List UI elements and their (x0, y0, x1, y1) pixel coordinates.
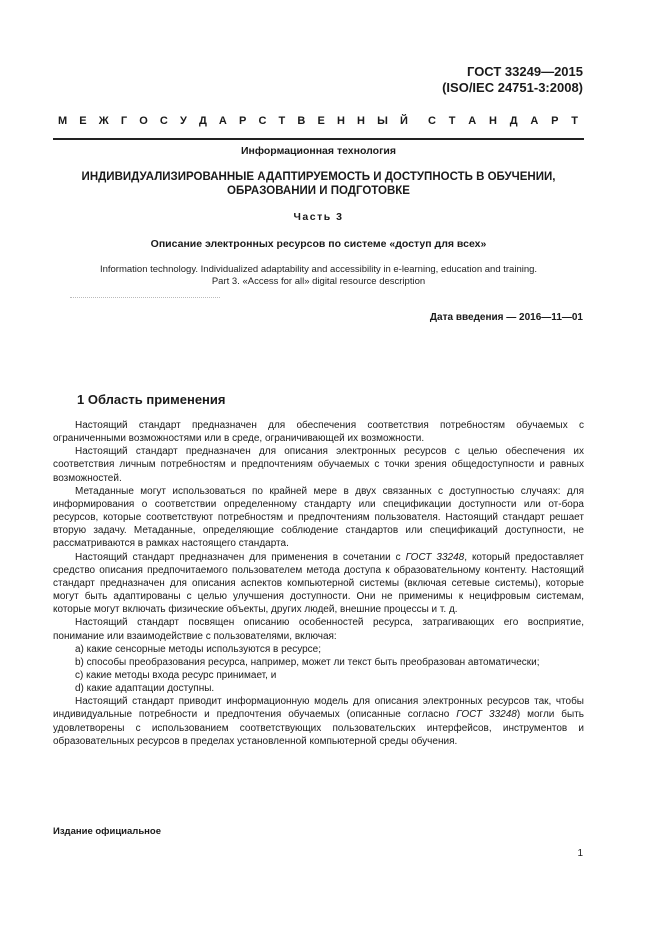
english-title (53, 264, 584, 288)
paragraph: Настоящий стандарт предназначен для описания электронных ресурсов с целью обеспечения их соответствия личным потребностям и предпочтениям обучаемых с точки зрения общедоступности и равных возможностей. (53, 446, 584, 484)
international-number: (ISO/IEC 24751-3:2008) (442, 80, 583, 95)
banner-letter: С (258, 115, 267, 127)
banner-letter: А (468, 115, 477, 127)
banner-letter: Т (278, 115, 286, 127)
part-label: Часть 3 (293, 211, 344, 223)
section-heading: 1 Область применения (77, 392, 226, 407)
main-title-line: ИНДИВИДУАЛИЗИРОВАННЫЕ АДАПТИРУЕМОСТЬ И ДОСТУПНОСТЬ В ОБУЧЕНИИ, (81, 171, 556, 183)
paragraph-text: , который предоставляет средство описания предпочитаемого пользователем метода доступа к образовательному контенту. Настоящий стандарт предназначен для описания аспектов компьютерной системы (включая сетевые системы), которые могут быть адаптированы с целью улучшения доступности. Они не применимы к нецифровым системам, которые могут включать физические объекты, других людей, внешние процессы и т. д. (53, 551, 584, 616)
standard-type-banner (58, 115, 578, 127)
paragraph: Настоящий стандарт предназначен для обеспечения соответствия потребностям обучаемых с ограниченными возможностями или в среде, ограничивающей их возможности. (53, 420, 584, 445)
paragraph: Метаданные могут использоваться по крайней мере в двух связанных с доступностью случаях: для информирования о соответствии определенному стандарту или спецификации доступности или от-бора ресурсов, которые соответствуют потребностям и предпочтениям пользователя. Настоящий стандарт решает вторую задачу. Метаданные, определяющие соблюдение стандартов или спецификаций доступности, не рассматриваются в рамках настоящего стандарта. (53, 485, 584, 550)
banner-letter: Й (400, 115, 408, 127)
list-item: а) какие сенсорные методы используются в ресурсе; (75, 643, 322, 655)
section-body (53, 419, 584, 748)
list-item: d) какие адаптации доступны. (75, 683, 215, 695)
document-number: ГОСТ 33249—2015 (467, 64, 583, 79)
paragraph-text: Настоящий стандарт приводит информационную модель для описания электронных ресурсов так, чтобы индивидуальные потребности и предпочтения обучаемых (описанные согласно (53, 696, 584, 721)
standard-type-word-2 (428, 115, 578, 127)
banner-letter: С (159, 115, 168, 127)
banner-letter: Ж (98, 115, 109, 127)
banner-letter: Т (448, 115, 456, 127)
banner-letter: М (58, 115, 68, 127)
banner-letter: Д (198, 115, 207, 127)
main-title-line: ОБРАЗОВАНИИ И ПОДГОТОВКЕ (227, 185, 410, 197)
paragraph: Настоящий стандарт посвящен описанию особенностей ресурса, затрагивающих его восприятие, понимание или взаимодействие с пользователями, включая: (53, 617, 584, 642)
header-rule (53, 138, 584, 140)
standard-type-word-1 (58, 115, 408, 127)
standard-reference: ГОСТ 33248 (405, 551, 465, 563)
banner-letter: В (297, 115, 306, 127)
paragraph (53, 551, 584, 617)
standard-reference: ГОСТ 33248 (456, 709, 517, 721)
part-subtitle: Описание электронных ресурсов по системе «доступ для всех» (150, 238, 487, 250)
list-item: с) какие методы входа ресурс принимает, и (75, 669, 277, 681)
list-item: b) способы преобразования ресурса, например, может ли текст быть преобразован автоматически; (75, 656, 540, 668)
banner-letter: У (179, 115, 187, 127)
banner-letter: Ы (377, 115, 388, 127)
banner-letter: Е (317, 115, 325, 127)
official-edition-label: Издание официальное (53, 826, 161, 837)
paragraph-text: ) могли быть удовлетворены с использованием соответствующих пользовательских интерфейсов, инструментов и образовательных ресурсов в пределах установленной компьютерной среды обучения. (53, 709, 584, 747)
paragraph (53, 695, 584, 748)
banner-letter: Р (239, 115, 247, 127)
banner-letter: А (530, 115, 539, 127)
banner-letter: Т (571, 115, 578, 127)
banner-letter: А (218, 115, 227, 127)
introduction-date: Дата введения — 2016—11—01 (429, 312, 583, 323)
banner-letter: Н (488, 115, 497, 127)
english-title-line: Information technology. Individualized adaptability and accessibility in e-learning, education and training. (99, 264, 538, 275)
english-title-line: Part 3. «Access for all» digital resource description (211, 276, 426, 287)
banner-letter: Е (79, 115, 87, 127)
banner-letter: Д (509, 115, 518, 127)
paragraph-text: Настоящий стандарт предназначен для применения в сочетании с (75, 551, 406, 563)
document-number-block (442, 64, 583, 96)
main-title (53, 170, 584, 198)
banner-letter: О (139, 115, 148, 127)
page-number: 1 (577, 848, 583, 859)
banner-letter: Г (120, 115, 128, 127)
banner-letter: Н (336, 115, 345, 127)
banner-letter: Р (551, 115, 559, 127)
banner-letter: Н (357, 115, 365, 127)
banner-letter: С (428, 115, 436, 127)
faint-divider (70, 297, 220, 298)
field-title: Информационная технология (240, 145, 397, 157)
